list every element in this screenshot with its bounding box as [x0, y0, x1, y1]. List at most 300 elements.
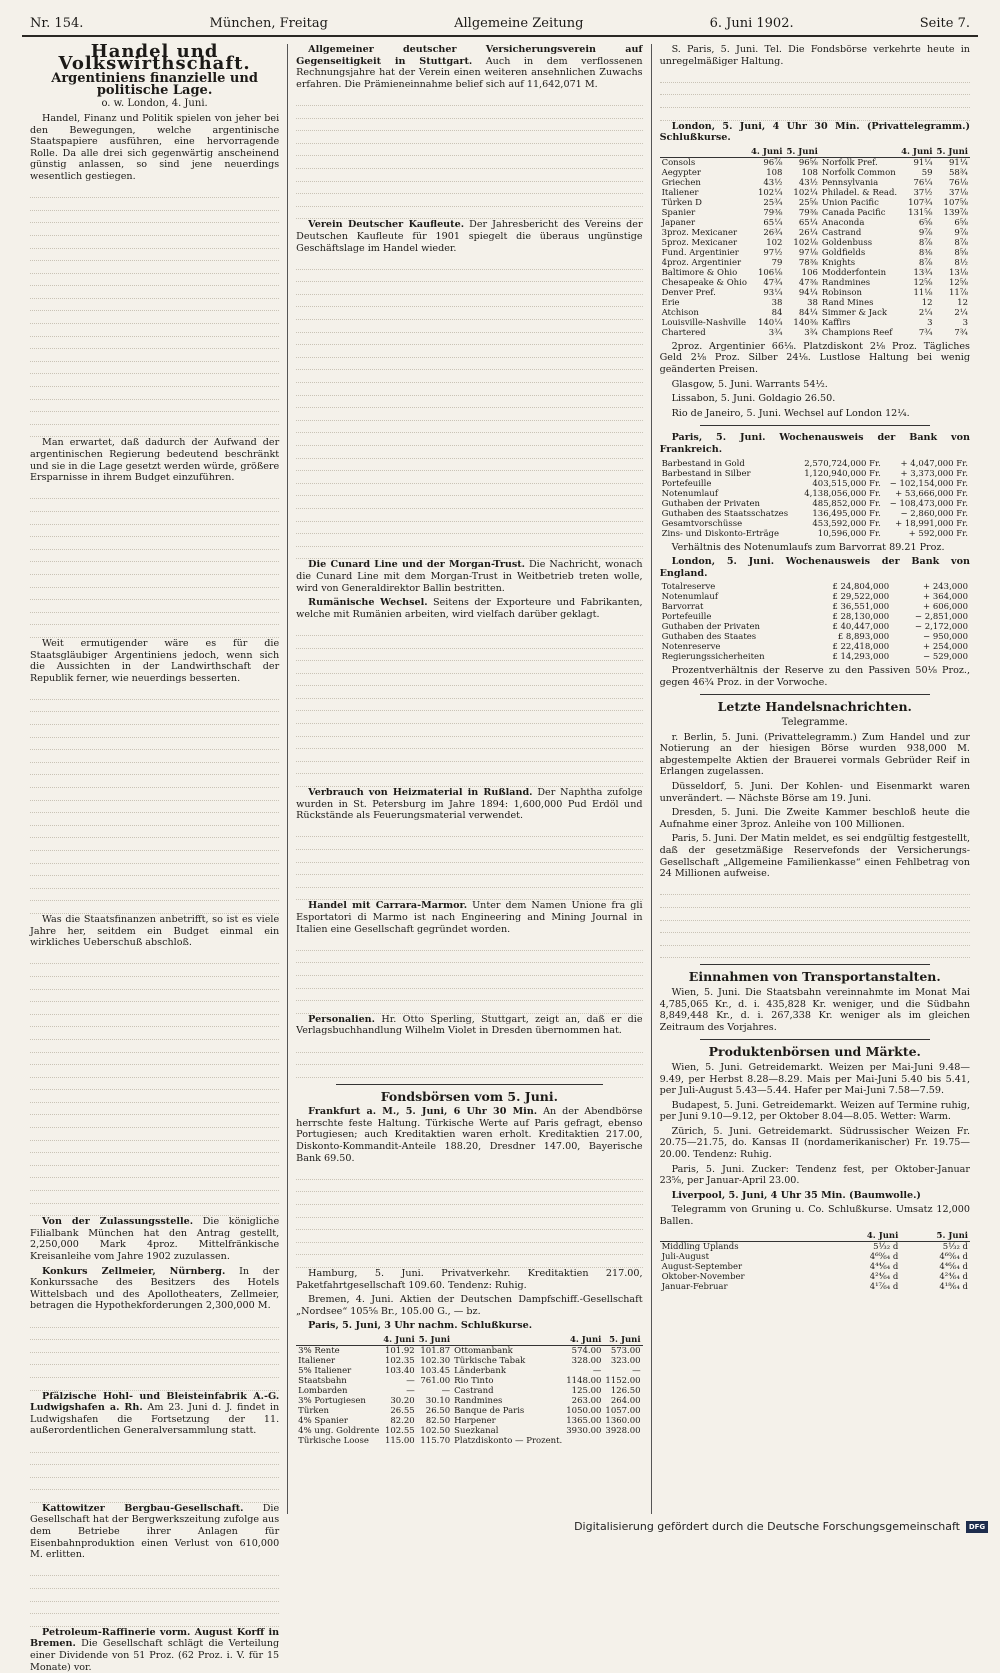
subheading-telegramme: Telegramme. [781, 717, 848, 729]
table-cell: 8⅞ [954, 237, 968, 248]
table-cell: 1360.00 [605, 1415, 641, 1426]
text-block [660, 883, 970, 959]
notice-text: Am 23. Juni d. J. findet in Ludwigshafen die Fortsetzung der 11. außerordentlichen Generalversammlung statt. [30, 1402, 280, 1437]
news-item [296, 900, 642, 935]
market-report: S. Paris, 5. Juni. Tel. Die Fondsbörse verkehrte heute in unregelmäßiger Haltung. [659, 44, 970, 67]
table-cell: 102.50 [420, 1425, 451, 1436]
table-row [660, 489, 970, 499]
notice [30, 1216, 279, 1262]
table-row [660, 208, 970, 218]
table-cell: 140¼ [757, 317, 783, 328]
table-row [296, 1426, 642, 1436]
market-report: Paris, 5. Juni. Zucker: Tendenz fest, per Oktober-Januar 23⅝, per Januar-April 23.00. [659, 1163, 970, 1187]
table-cell: 11⅛ [913, 287, 933, 298]
table-cell: + 254,000 [923, 642, 968, 653]
table-cell: Griechen [661, 177, 701, 188]
table-cell: 101.92 [384, 1345, 415, 1356]
table-cell: 3¾ [804, 327, 818, 338]
bank-france-table [660, 459, 970, 539]
news-item: Wien, 5. Juni. Die Staatsbahn vereinnahmte im Monat Mai 4,785,065 Kr., d. i. 435,828 Kr. weniger, und die Südbahn 8,849,448 Kr., d. i. 267,338 Kr. weniger als im gleichen Zeitraum des Vorjahres. [659, 986, 970, 1033]
table-cell: Suezkanal [454, 1425, 499, 1436]
table-cell: 108 [766, 167, 783, 178]
news-text: Unter dem Namen Unione fra gli Esportatori di Marmo ist nach Engineering and Mining Journal in Italien eine Gesellschaft gegründet worden. [296, 900, 643, 935]
table-row [660, 1272, 970, 1282]
digitization-footer [574, 1520, 988, 1533]
market-report: Hamburg, 5. Juni. Privatverkehr. Kreditaktien 217.00, Paketfahrtgesellschaft 109.60. Tendenz: Ruhig. [296, 1268, 643, 1291]
column-header: 4. Juni [901, 146, 933, 157]
table-cell: Philadel. & Read. [821, 187, 898, 198]
text-block [30, 1315, 279, 1391]
table-cell: 5⅓₂ d [942, 1241, 968, 1252]
table-cell: 8⅜ [918, 247, 933, 258]
table-cell: 6⅝ [954, 217, 968, 228]
table-cell: + 3,373,000 Fr. [900, 468, 968, 479]
text-block [30, 952, 279, 1216]
table-cell: Baltimore & Ohio [661, 267, 738, 278]
table-cell: 4⁴⁶⁄₆₄ d [939, 1261, 968, 1272]
section-title-fondsboersen: Fondsbörsen vom 5. Juni. [380, 1088, 558, 1104]
bank-england-table [660, 582, 970, 662]
table-cell: 4¹⁷⁄₆₄ d [869, 1281, 899, 1292]
footer-credit: Digitalisierung gefördert durch die Deutsche Forschungsgemeinschaft [574, 1520, 960, 1533]
table-cell: 65¼ [798, 217, 818, 228]
market-title: Paris, 5. Juni, 3 Uhr nachm. Schlußkurse. [308, 1320, 533, 1332]
news-text: Der Naphtha zufolge wurden in St. Petersburg im Jahre 1894: 1,600,000 Pud Erdöl und Rückstände als Feuerungsmaterial verwendet. [296, 787, 643, 822]
table-cell: 79 [771, 257, 783, 268]
table-cell: + 606,000 [923, 602, 968, 613]
table-cell: Simmer & Jack [821, 307, 888, 318]
column-header: 5. Juni [418, 1334, 451, 1345]
column-3 [651, 44, 978, 1514]
text-block [30, 487, 279, 638]
table-cell: 101.87 [420, 1345, 451, 1356]
table-cell: Norfolk Pref. [821, 157, 878, 168]
table-row [660, 278, 970, 288]
table-cell: — [441, 1385, 451, 1396]
table-row [660, 479, 970, 489]
table-cell: − 102,154,000 Fr. [889, 478, 968, 489]
text-block [296, 825, 642, 901]
table-cell: £ 28,130,000 [832, 612, 890, 623]
paragraph: Handel, Finanz und Politik spielen von jeher bei den Bewegungen, welche argentinische Staatspapiere ausführen, eine hervorragende Rolle. Da alle drei sich gegenwärtig anscheinend günstig anlassen, so sind jene neuerdings wesentlich gestiegen. [30, 112, 280, 182]
table-row [660, 602, 970, 612]
table-cell: 485,852,000 Fr. [812, 498, 881, 509]
notice-title: Von der Zulassungsstelle. [42, 1216, 194, 1228]
table-row [660, 1241, 970, 1252]
table-cell: 126.50 [610, 1385, 641, 1396]
column-1 [22, 41, 287, 1673]
table-cell: 96⅝ [798, 157, 818, 168]
table-cell: Guthaben des Staates [661, 632, 757, 643]
table-cell: 2¼ [918, 307, 933, 318]
table-cell: 37½ [913, 187, 933, 198]
market-note: 2proz. Argentinier 66⅛. Platzdiskont 2⅛ Proz. Tägliches Geld 2⅛ Proz. Silber 24⅛. Lustlose Haltung bei wenig geänderten Preisen. [659, 340, 970, 375]
table-cell: Notenumlauf [661, 488, 718, 499]
table-cell: 7¾ [954, 327, 968, 338]
section-title-handelsnachrichten: Letzte Handelsnachrichten. [717, 699, 912, 715]
table-row [660, 328, 970, 338]
notice-title: Pfälzische Hohl- und Bleisteinfabrik A.-G. Ludwigshafen a. Rh. [30, 1390, 280, 1414]
table-cell [603, 1436, 642, 1446]
table-cell: 4⁶⁰⁄₆₄ d [939, 1251, 968, 1262]
table-cell: Atchison [661, 307, 699, 318]
table-cell: 47⅜ [798, 277, 818, 288]
table-row [660, 248, 970, 258]
notice [30, 1266, 279, 1312]
table-cell: 4proz. Argentinier [661, 257, 742, 268]
table-cell: − 2,851,000 [914, 612, 968, 623]
notice-title: Konkurs Zellmeier, Nürnberg. [42, 1265, 226, 1277]
table-cell: 403,515,000 Fr. [812, 478, 881, 489]
table-row [296, 1356, 642, 1366]
table-cell: Guthaben der Privaten [661, 622, 760, 633]
news-title: Allgemeiner deutscher Versicherungsverein auf Gegenseitigkeit in Stuttgart. [296, 44, 643, 67]
table-cell: Erie [661, 297, 680, 308]
table-cell: 4% ung. Goldrente [298, 1425, 380, 1436]
table-cell: 13¾ [913, 267, 933, 278]
table-cell: 12⅝ [913, 277, 933, 288]
news-text: Der Jahresbericht des Vereins der Deutschen Kaufleute für 1901 spiegelt die überaus ungünstige Geschäftslage im Handel wieder. [296, 219, 643, 254]
table-cell: 1148.00 [566, 1375, 602, 1386]
table-cell: 3¾ [768, 327, 783, 338]
table-row [660, 168, 970, 178]
news-item [296, 44, 642, 90]
column-header: 4. Juni [383, 1334, 415, 1345]
table-cell: 4⁶⁰⁄₆₄ d [869, 1251, 899, 1262]
table-cell: 107¾ [908, 197, 933, 208]
table-cell: 3 [927, 317, 933, 328]
table-cell: Champions Reef [821, 327, 893, 338]
table-cell: 78⅜ [798, 257, 818, 268]
table-cell: Consols [661, 157, 696, 168]
table-cell: Chesapeake & Ohio [661, 277, 747, 288]
table-cell: Rio Tinto [454, 1375, 494, 1386]
column-header: 5. Juni [603, 1335, 642, 1346]
table-row [660, 652, 970, 662]
table-cell: 94¼ [798, 287, 818, 298]
news-title: Verein Deutscher Kaufleute. [308, 219, 465, 231]
news-item: Düsseldorf, 5. Juni. Der Kohlen- und Eisenmarkt waren unverändert. — Nächste Börse am 19. Juni. [659, 781, 970, 804]
market-note: Telegramm von Gruning u. Co. Schlußkurse. Umsatz 12,000 Ballen. [659, 1204, 970, 1228]
table-cell: Japaner [661, 217, 696, 228]
table-row [660, 622, 970, 632]
column-header: 5. Juni [786, 146, 818, 157]
table-cell: 8⅞ [918, 257, 933, 268]
table-cell: 453,592,000 Fr. [812, 518, 881, 529]
table-row [296, 1376, 642, 1386]
text-block [296, 938, 642, 1014]
table-row [660, 1252, 970, 1262]
table-cell: 115.00 [384, 1435, 415, 1446]
text-block [296, 1167, 642, 1268]
issue-date: 6. Juni 1902. [709, 16, 794, 31]
table-cell: 4¹⁸⁄₆₄ d [939, 1281, 968, 1292]
notice-text: In der Konkurssache des Besitzers des Hotels Wittelsbach und des Apollotheaters, Zellmeier, betragen die Hypothekforderungen 2,300,000 M. [30, 1265, 280, 1312]
table-cell: 12⅝ [948, 277, 968, 288]
table-cell: 4²⁴⁄₆₄ d [869, 1271, 899, 1282]
table-cell: £ 40,447,000 [832, 622, 890, 633]
table-row [660, 1262, 970, 1272]
table-cell: Regierungssicherheiten [661, 652, 765, 663]
table-cell: 76⅛ [948, 177, 968, 188]
table-cell: Aegypter [661, 167, 701, 178]
table-cell: 84 [771, 307, 783, 318]
market-title: Paris, 5. Juni. Wochenausweis der Bank von Frankreich. [659, 432, 970, 455]
table-cell: 43½ [763, 177, 783, 188]
divider [336, 1084, 602, 1085]
table-cell: Platzdiskonto — Prozent. [454, 1435, 563, 1446]
table-cell: Harpener [454, 1415, 496, 1426]
table-cell: 264.00 [610, 1395, 641, 1406]
news-title: Die Cunard Line und der Morgan-Trust. [308, 559, 526, 571]
table-row [660, 218, 970, 228]
table-cell: 323.00 [610, 1355, 641, 1366]
notice-text: Die königliche Filialbank München hat den Antrag gestellt, 2,250,000 Mark 4proz. Mittelfränkische Kreisanleihe vom Jahre 1902 zuzulassen. [30, 1216, 280, 1262]
table-cell: 91¼ [913, 157, 933, 168]
table-cell: Notenreserve [661, 642, 721, 653]
table-row [660, 499, 970, 509]
table-cell: 97½ [763, 247, 783, 258]
table-cell: 97⅛ [798, 247, 818, 258]
table-cell: Oktober-November [661, 1271, 745, 1282]
table-cell: Gesamtvorschüsse [661, 518, 743, 529]
table-cell: 3 [962, 317, 968, 328]
table-cell: — [406, 1385, 415, 1396]
table-row [660, 582, 970, 592]
table-cell: 38 [807, 297, 818, 308]
table-cell: Italiener [298, 1355, 336, 1366]
news-text: Seitens der Exporteure und Fabrikanten, welche mit Rumänien arbeiten, wird vielfach darüber geklagt. [296, 597, 643, 620]
table-cell: — [406, 1375, 415, 1386]
table-cell: 76¼ [913, 177, 933, 188]
market-report: Rio de Janeiro, 5. Juni. Wechsel auf London 12¼. [671, 407, 910, 419]
news-text: Hr. Otto Sperling, Stuttgart, zeigt an, daß er die Verlagsbuchhandlung Wilhelm Violet in Dresden übernommen hat. [296, 1013, 643, 1037]
notice-text: Die Gesellschaft hat der Bergwerkszeitung zufolge aus dem Betriebe ihrer Anlagen für Eisenbahnproduktion einen Verlust von 610,000 M. erlitten. [30, 1502, 280, 1561]
article-byline: o. w. London, 4. Juni. [101, 98, 208, 110]
column-header: 5. Juni [900, 1231, 970, 1242]
table-cell: Louisville-Nashville [661, 317, 747, 328]
column-header: 4. Juni [831, 1231, 901, 1242]
news-item [296, 1014, 642, 1037]
liverpool-cotton-table [660, 1231, 970, 1292]
table-row [296, 1386, 642, 1396]
table-row [296, 1416, 642, 1426]
table-cell: £ 24,804,000 [832, 582, 890, 593]
table-cell: 263.00 [571, 1395, 602, 1406]
text-block [296, 1040, 642, 1078]
market-report: Zürich, 5. Juni. Getreidemarkt. Südrussischer Weizen Fr. 20.75—21.75, do. Kansas II (nordamerikanischer) Fr. 19.75—20.00. Tendenz: Ruhig. [659, 1125, 970, 1161]
table-cell: Goldenbuss [821, 237, 873, 248]
table-row [660, 308, 970, 318]
table-row [660, 469, 970, 479]
table-row [660, 198, 970, 208]
market-report: Budapest, 5. Juni. Getreidemarkt. Weizen auf Termine ruhig, per Juni 9.10—9.12, per Oktober 8.04—8.05. Wetter: Warm. [659, 1099, 970, 1123]
table-cell: 3proz. Mexicaner [661, 227, 738, 238]
table-row [660, 318, 970, 328]
table-cell: Notenumlauf [661, 592, 718, 603]
table-cell: Castrand [454, 1385, 494, 1396]
table-cell: 38 [771, 297, 783, 308]
table-cell: Goldfields [821, 247, 866, 258]
table-cell: 82.20 [390, 1415, 415, 1426]
market-report: Wien, 5. Juni. Getreidemarkt. Weizen per Mai-Juni 9.48—9.49, per Herbst 8.28—8.29. Mais per Mai-Juni 5.40 bis 5.41, per Juli-August 5.43—5.44. Hafer per Mai-Juni 7.58—7.59. [659, 1061, 970, 1097]
notice-text: Die Gesellschaft schlägt die Verteilung einer Dividende von 51 Proz. (62 Proz. i. V. für 15 Monate) vor. [30, 1638, 280, 1673]
table-cell: 4⁴⁴⁄₆₄ d [869, 1261, 899, 1272]
market-text: An der Abendbörse herrschte feste Haltung. Türkische Werte auf Paris gefragt, ebenso Portugiesen; auch Kreditaktien waren erholt. Kreditaktien 217.00, Diskonto-Kommandit-Anteile 188.20, Dresdner 147.00, Bayerische Bank 69.50. [296, 1106, 643, 1164]
table-cell: 106 [801, 267, 818, 278]
text-block [30, 1564, 279, 1627]
table-row [660, 509, 970, 519]
news-title: Rumänische Wechsel. [308, 597, 428, 609]
market-title: London, 5. Juni. Wochenausweis der Bank von England. [659, 556, 970, 579]
table-cell: Modderfontein [821, 267, 887, 278]
table-cell: 7¾ [918, 327, 933, 338]
table-cell: 573.00 [610, 1345, 641, 1356]
table-cell: 136,495,000 Fr. [812, 508, 881, 519]
table-cell: Knights [821, 257, 856, 268]
text-block [30, 687, 279, 914]
table-cell: 12 [957, 297, 968, 308]
market-note: Prozentverhältnis der Reserve zu den Passiven 50⅛ Proz., gegen 46¾ Proz. in der Vorwoche. [659, 665, 970, 688]
table-cell: 125.00 [571, 1385, 602, 1396]
table-cell: Chartered [661, 327, 706, 338]
table-cell: 79⅜ [798, 207, 818, 218]
table-cell: Norfolk Common [821, 167, 896, 178]
table-cell: Januar-Februar [661, 1281, 728, 1292]
column-header [452, 1335, 564, 1346]
table-cell: Anaconda [821, 217, 865, 228]
column-header [820, 147, 899, 158]
table-cell: 102.35 [384, 1355, 415, 1366]
table-cell: 3930.00 [566, 1425, 602, 1436]
table-cell: Portefeuille [661, 478, 712, 489]
divider [700, 1039, 930, 1040]
table-cell: Robinson [821, 287, 862, 298]
table-header-row [660, 147, 970, 158]
column-header: 4. Juni [564, 1335, 603, 1346]
table-cell: 43½ [798, 177, 818, 188]
table-row [660, 288, 970, 298]
table-cell: Länderbank [454, 1365, 506, 1376]
text-block [296, 623, 642, 787]
table-row [660, 298, 970, 308]
table-cell: + 53,666,000 Fr. [895, 488, 968, 499]
text-block [296, 93, 642, 219]
table-cell: Juli-August [661, 1251, 710, 1262]
table-cell: 4% Spanier [298, 1415, 348, 1426]
table-cell: 59 [921, 167, 933, 178]
table-cell: 26¼ [798, 227, 818, 238]
text-block [30, 1440, 279, 1503]
table-cell: 25⅝ [798, 197, 818, 208]
table-cell: 4,138,056,000 Fr. [804, 488, 881, 499]
market-title: London, 5. Juni, 4 Uhr 30 Min. (Privattelegramm.) Schlußkurse. [659, 120, 970, 144]
news-item: Dresden, 5. Juni. Die Zweite Kammer beschloß heute die Aufnahme einer 3proz. Anleihe von 100 Millionen. [659, 807, 970, 830]
table-row [660, 268, 970, 278]
table-row [660, 157, 970, 168]
table-cell: Randmines [454, 1395, 503, 1406]
table-cell: 26.55 [390, 1405, 415, 1416]
table-cell: 5proz. Mexicaner [661, 237, 738, 248]
table-row [296, 1436, 642, 1446]
table-row [660, 632, 970, 642]
table-cell: 103.40 [384, 1365, 415, 1376]
table-cell: 25¾ [763, 197, 783, 208]
table-cell: Zins- und Diskonto-Erträge [661, 528, 780, 539]
table-cell: + 4,047,000 Fr. [900, 458, 968, 469]
table-cell: 26¾ [763, 227, 783, 238]
table-row [296, 1406, 642, 1416]
table-row [660, 188, 970, 198]
table-cell: August-September [661, 1261, 743, 1272]
table-cell: £ 8,893,000 [837, 632, 890, 643]
table-cell: 30.10 [425, 1395, 451, 1406]
table-cell: £ 29,522,000 [832, 592, 890, 603]
page-number: Seite 7. [919, 16, 970, 31]
table-cell: + 18,991,000 Fr. [895, 518, 968, 529]
paragraph: Weit ermutigender wäre es für die Staatsgläubiger Argentiniens jedoch, wenn sich die Aussichten in der Landwirthschaft der Republik ferner, wie neuerdings besserten. [30, 637, 280, 684]
market-report: Glasgow, 5. Juni. Warrants 54½. [671, 378, 828, 390]
table-cell: 115.70 [420, 1435, 451, 1446]
table-cell: 106⅛ [757, 267, 783, 278]
column-header: 5. Juni [936, 146, 968, 157]
market-note: Verhältnis des Notenumlaufs zum Barvorrat 89.21 Proz. [671, 541, 945, 553]
table-cell: 102¼ [793, 187, 818, 198]
table-row [296, 1366, 642, 1376]
table-cell: 9⅞ [954, 227, 968, 238]
table-row [660, 1282, 970, 1292]
table-cell: 5⅓₂ d [873, 1241, 899, 1252]
notice [30, 1391, 279, 1437]
table-cell: Türken D [661, 197, 702, 208]
table-cell: Barbestand in Silber [661, 468, 751, 479]
table-cell: + 364,000 [923, 592, 968, 603]
table-cell: − 950,000 [923, 632, 968, 643]
table-cell: 3% Rente [298, 1345, 340, 1356]
table-cell: 131⅝ [908, 207, 933, 218]
table-cell: 79⅜ [763, 207, 783, 218]
text-block [30, 186, 279, 438]
news-title: Verbrauch von Heizmaterial in Rußland. [308, 787, 533, 799]
paper-name: Allgemeine Zeitung [454, 16, 584, 31]
table-cell: 140⅜ [793, 317, 818, 328]
table-row [660, 592, 970, 602]
table-cell: Türkische Loose [298, 1435, 369, 1446]
table-cell: 6⅝ [918, 217, 933, 228]
table-cell: 102 [766, 237, 783, 248]
table-cell: Denver Pref. [661, 287, 716, 298]
column-2 [287, 44, 650, 1514]
issue-number: Nr. 154. [30, 16, 84, 31]
table-cell: 108 [801, 167, 818, 178]
place-day: München, Freitag [209, 16, 328, 31]
table-cell: £ 36,551,000 [832, 602, 890, 613]
table-cell: Barvorrat [661, 602, 704, 613]
table-row [660, 519, 970, 529]
market-report [296, 1106, 642, 1164]
table-cell: 102.30 [420, 1355, 451, 1366]
table-cell: 65¼ [763, 217, 783, 228]
section-title-produktenboersen: Produktenbörsen und Märkte. [708, 1044, 921, 1060]
market-report: Bremen, 4. Juni. Aktien der Deutschen Dampfschiff.-Gesellschaft „Nordsee“ 105⅝ Br., 105.00 G., — bz. [296, 1294, 643, 1317]
table-cell: 3928.00 [605, 1425, 641, 1436]
table-cell: 82.50 [425, 1415, 451, 1426]
notice-title: Petroleum-Raffinerie vorm. August Korff in Bremen. [30, 1626, 280, 1650]
table-row [660, 529, 970, 539]
table-cell: 91¼ [948, 157, 968, 168]
table-cell: 93¼ [763, 287, 783, 298]
table-cell: 3% Portugiesen [298, 1395, 366, 1406]
